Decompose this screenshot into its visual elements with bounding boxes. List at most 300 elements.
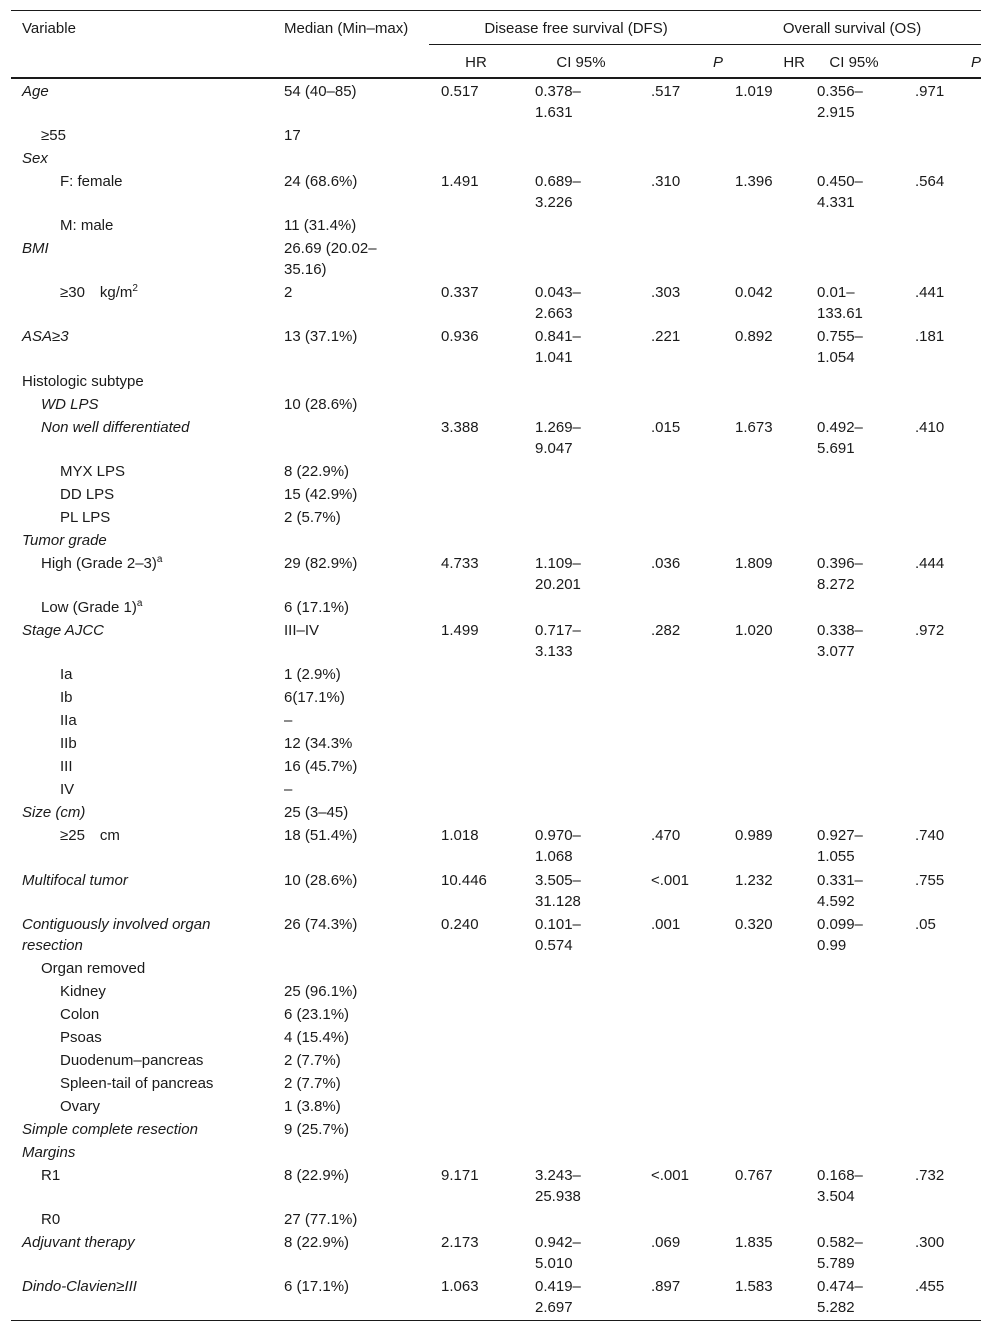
- cell-os-hr-text: 0.767: [735, 1167, 773, 1184]
- table-row-multi: [11, 870, 981, 914]
- cell-label-text: Psoas: [60, 1029, 102, 1046]
- cell-label-text: R1: [41, 1167, 61, 1184]
- cell-dfs-p: [639, 215, 723, 238]
- cell-os-hr: [723, 981, 805, 1004]
- cell-dfs-p: [639, 756, 723, 779]
- cell-os-ci: [805, 371, 903, 394]
- cell-os-p: [903, 710, 981, 733]
- cell-dfs-ci: [523, 507, 639, 530]
- cell-label: [11, 1050, 273, 1073]
- cell-dfs-hr: [429, 733, 523, 756]
- cell-dfs-ci: [523, 1050, 639, 1073]
- cell-os-ci: [805, 326, 903, 371]
- cell-label-text: Adjuvant therapy: [22, 1234, 135, 1251]
- cell-dfs-ci: [523, 870, 639, 914]
- header-row-1: [11, 11, 981, 45]
- cell-os-p-text: .564: [915, 173, 945, 190]
- cell-os-ci-text: 0.927– 1.055: [817, 827, 863, 865]
- cell-label: [11, 125, 273, 148]
- cell-label-text: High (Grade 2–3): [41, 555, 157, 572]
- cell-dfs-ci-text: 0.419– 2.697: [535, 1278, 581, 1316]
- cell-label-text: IIa: [60, 712, 77, 729]
- cell-os-hr: [723, 553, 805, 597]
- cell-os-ci: [805, 620, 903, 664]
- header-dfs-ci: CI 95%: [523, 45, 639, 79]
- cell-dfs-p-text: .015: [651, 419, 681, 436]
- cell-median: [273, 825, 429, 870]
- table-row-iii: [11, 756, 981, 779]
- cell-median: [273, 914, 429, 958]
- cell-dfs-ci: [523, 1209, 639, 1232]
- cell-os-p: [903, 148, 981, 171]
- cell-os-ci: [805, 779, 903, 802]
- cell-dfs-p: [639, 530, 723, 553]
- cell-median-text: 12 (34.3%: [284, 735, 353, 752]
- table-row-contig: [11, 914, 981, 958]
- header-median: Median (Min–max): [273, 11, 429, 45]
- cell-dfs-hr: [429, 215, 523, 238]
- cell-median-text: 11 (31.4%): [284, 217, 357, 234]
- cell-dfs-hr-text: 4.733: [441, 555, 479, 572]
- cell-os-p: [903, 756, 981, 779]
- cell-os-ci: [805, 553, 903, 597]
- cell-os-ci: [805, 484, 903, 507]
- cell-dfs-ci: [523, 148, 639, 171]
- cell-os-hr: [723, 870, 805, 914]
- cell-os-ci: [805, 417, 903, 461]
- table-row-female: [11, 171, 981, 215]
- cell-os-p-text: .05: [915, 916, 936, 933]
- cell-label-text: Margins: [22, 1144, 76, 1161]
- cell-label: [11, 1119, 273, 1142]
- cell-dfs-hr-text: 1.063: [441, 1278, 479, 1295]
- table-row-myx: [11, 461, 981, 484]
- cell-dfs-p: [639, 1165, 723, 1209]
- cell-dfs-p: [639, 1050, 723, 1073]
- cell-dfs-p: [639, 733, 723, 756]
- cell-dfs-hr-text: 10.446: [441, 872, 487, 889]
- cell-os-hr: [723, 81, 805, 125]
- cell-os-p-text: .441: [915, 284, 945, 301]
- cell-os-ci: [805, 238, 903, 282]
- cell-median: [273, 530, 429, 553]
- cell-os-ci: [805, 1232, 903, 1276]
- cell-label: [11, 484, 273, 507]
- cell-os-ci-text: 0.582– 5.789: [817, 1234, 863, 1272]
- cell-dfs-hr: [429, 1073, 523, 1096]
- cell-median-text: III–IV: [284, 622, 320, 639]
- cell-median-text: 25 (96.1%): [284, 983, 358, 1000]
- cell-dfs-p: [639, 148, 723, 171]
- cell-os-p: [903, 238, 981, 282]
- cell-dfs-hr: [429, 81, 523, 125]
- cell-dfs-p-text: .303: [651, 284, 681, 301]
- table-row-r0: [11, 1209, 981, 1232]
- cell-dfs-p: [639, 394, 723, 417]
- cell-median-text: 29 (82.9%): [284, 555, 358, 572]
- cell-dfs-hr: [429, 710, 523, 733]
- cell-os-hr: [723, 1276, 805, 1321]
- cell-os-hr: [723, 215, 805, 238]
- cell-os-p: [903, 394, 981, 417]
- footnote-marker: a: [136, 598, 143, 609]
- cell-os-p-text: .740: [915, 827, 945, 844]
- cell-label-text: Duodenum–pancreas: [60, 1052, 204, 1069]
- cell-label: [11, 371, 273, 394]
- cell-dfs-hr: [429, 553, 523, 597]
- cell-median: [273, 484, 429, 507]
- cell-dfs-ci: [523, 620, 639, 664]
- cell-label: [11, 326, 273, 371]
- cell-label-text: Stage AJCC: [22, 622, 104, 639]
- cell-os-hr: [723, 326, 805, 371]
- cell-dfs-ci: [523, 710, 639, 733]
- cell-median: [273, 1119, 429, 1142]
- cell-os-hr: [723, 756, 805, 779]
- cell-os-p: [903, 825, 981, 870]
- cell-dfs-hr: [429, 1165, 523, 1209]
- cell-os-ci: [805, 125, 903, 148]
- cell-os-hr: [723, 461, 805, 484]
- cell-dfs-hr: [429, 1119, 523, 1142]
- cell-dfs-ci: [523, 461, 639, 484]
- cell-label: [11, 215, 273, 238]
- table-row-psoas: [11, 1027, 981, 1050]
- cell-os-ci: [805, 1209, 903, 1232]
- cell-dfs-hr: [429, 664, 523, 687]
- cell-os-p: [903, 1027, 981, 1050]
- cell-dfs-p: [639, 81, 723, 125]
- cell-dfs-ci: [523, 1027, 639, 1050]
- table-row-low: [11, 597, 981, 620]
- cell-label-text: Multifocal tumor: [22, 872, 128, 889]
- cell-label-text: Sex: [22, 150, 48, 167]
- cell-dfs-p: [639, 282, 723, 326]
- cell-label-text: Spleen-tail of pancreas: [60, 1075, 214, 1092]
- table-row-adj: [11, 1232, 981, 1276]
- cell-label-text: Tumor grade: [22, 532, 107, 549]
- cell-dfs-ci: [523, 597, 639, 620]
- cell-os-hr: [723, 710, 805, 733]
- cell-median-text: 16 (45.7%): [284, 758, 358, 775]
- table-row-age55: [11, 125, 981, 148]
- cell-dfs-p: [639, 553, 723, 597]
- cell-median-text: 25 (3–45): [284, 804, 349, 821]
- table-row-organ: [11, 958, 981, 981]
- cell-os-hr: [723, 530, 805, 553]
- table-row-ia: [11, 664, 981, 687]
- cell-dfs-p-text: .470: [651, 827, 681, 844]
- cell-median-text: 6(17.1%): [284, 689, 345, 706]
- table-row-asa: [11, 326, 981, 371]
- cell-dfs-ci: [523, 687, 639, 710]
- cell-dfs-ci: [523, 326, 639, 371]
- cell-os-hr: [723, 597, 805, 620]
- cell-os-hr: [723, 1119, 805, 1142]
- table-row-nonwd: [11, 417, 981, 461]
- cell-os-p-text: .300: [915, 1234, 945, 1251]
- cell-median: [273, 1027, 429, 1050]
- cell-os-hr: [723, 1027, 805, 1050]
- cell-median: [273, 553, 429, 597]
- cell-label-text: IV: [60, 781, 75, 798]
- cell-median: [273, 1073, 429, 1096]
- cell-os-hr-text: 1.835: [735, 1234, 773, 1251]
- cell-median-text: 4 (15.4%): [284, 1029, 350, 1046]
- cell-dfs-ci: [523, 1165, 639, 1209]
- cell-median-text: 6 (23.1%): [284, 1006, 350, 1023]
- cell-median: [273, 664, 429, 687]
- cell-os-hr-text: 0.989: [735, 827, 773, 844]
- cell-dfs-hr: [429, 802, 523, 825]
- cell-label-text: Ia: [60, 666, 73, 683]
- cell-median-text: 9 (25.7%): [284, 1121, 350, 1138]
- cell-os-p: [903, 417, 981, 461]
- cell-dfs-ci-text: 0.841– 1.041: [535, 328, 581, 366]
- cell-dfs-p-text: <.001: [651, 872, 689, 889]
- cell-dfs-ci: [523, 958, 639, 981]
- cell-dfs-p: [639, 958, 723, 981]
- cell-median: [273, 148, 429, 171]
- cell-os-ci-text: 0.474– 5.282: [817, 1278, 863, 1316]
- cell-label-text: F: female: [60, 173, 123, 190]
- table-row-iv: [11, 779, 981, 802]
- cell-label: [11, 825, 273, 870]
- cell-median-text: –: [284, 781, 293, 798]
- cell-dfs-ci: [523, 1119, 639, 1142]
- cell-os-p: [903, 1096, 981, 1119]
- cell-dfs-ci-text: 0.942– 5.010: [535, 1234, 581, 1272]
- cell-dfs-hr: [429, 326, 523, 371]
- cell-os-ci: [805, 461, 903, 484]
- cell-label: [11, 779, 273, 802]
- cell-os-p: [903, 81, 981, 125]
- cell-os-p: [903, 687, 981, 710]
- cell-os-ci: [805, 1027, 903, 1050]
- cell-os-ci: [805, 1004, 903, 1027]
- cell-label-text: ASA≥3: [22, 328, 69, 345]
- cell-dfs-hr: [429, 870, 523, 914]
- cell-median: [273, 710, 429, 733]
- cell-dfs-p-text: .001: [651, 916, 681, 933]
- cell-os-p: [903, 733, 981, 756]
- cell-os-ci: [805, 148, 903, 171]
- cell-dfs-ci: [523, 1276, 639, 1321]
- table-row-age: [11, 81, 981, 125]
- cell-dfs-p: [639, 417, 723, 461]
- header-row-2: [11, 45, 981, 79]
- cell-median-text: 24 (68.6%): [284, 173, 358, 190]
- cell-os-p: [903, 1209, 981, 1232]
- cell-dfs-p-text: .036: [651, 555, 681, 572]
- cell-label: [11, 710, 273, 733]
- cell-label-text: M: male: [60, 217, 114, 234]
- survival-table: [11, 10, 981, 1321]
- cell-os-p: [903, 215, 981, 238]
- cell-median: [273, 597, 429, 620]
- cell-os-ci: [805, 958, 903, 981]
- cell-os-p-text: .972: [915, 622, 945, 639]
- table-row-high: [11, 553, 981, 597]
- header-dfs-hr: HR: [429, 45, 523, 79]
- cell-label: [11, 1232, 273, 1276]
- cell-dfs-ci-text: 0.101– 0.574: [535, 916, 581, 954]
- table-row-iib: [11, 733, 981, 756]
- cell-median: [273, 238, 429, 282]
- cell-median-text: 26 (74.3%): [284, 916, 358, 933]
- cell-dfs-p-text: .897: [651, 1278, 681, 1295]
- cell-os-ci-text: 0.331– 4.592: [817, 872, 863, 910]
- cell-dfs-hr: [429, 914, 523, 958]
- cell-median-text: 8 (22.9%): [284, 463, 350, 480]
- cell-os-hr: [723, 371, 805, 394]
- cell-median: [273, 171, 429, 215]
- cell-os-hr: [723, 1209, 805, 1232]
- cell-dfs-ci: [523, 484, 639, 507]
- cell-label-text: IIb: [60, 735, 77, 752]
- cell-label: [11, 733, 273, 756]
- cell-label: [11, 1073, 273, 1096]
- cell-os-ci-text: 0.168– 3.504: [817, 1167, 863, 1205]
- cell-os-hr: [723, 1050, 805, 1073]
- table-row-size: [11, 802, 981, 825]
- cell-os-p: [903, 981, 981, 1004]
- cell-dfs-hr: [429, 1142, 523, 1165]
- cell-os-ci: [805, 1165, 903, 1209]
- cell-os-hr: [723, 733, 805, 756]
- cell-median-text: 10 (28.6%): [284, 872, 358, 889]
- cell-dfs-hr: [429, 779, 523, 802]
- cell-os-hr: [723, 1232, 805, 1276]
- cell-os-p: [903, 1004, 981, 1027]
- cell-median-text: 2: [284, 284, 293, 301]
- table-row-dd: [11, 484, 981, 507]
- cell-dfs-hr: [429, 1209, 523, 1232]
- cell-dfs-hr-text: 0.240: [441, 916, 479, 933]
- cell-dfs-hr-text: 9.171: [441, 1167, 479, 1184]
- cell-dfs-p: [639, 870, 723, 914]
- cell-dfs-p: [639, 914, 723, 958]
- cell-os-hr: [723, 171, 805, 215]
- cell-dfs-p: [639, 1119, 723, 1142]
- cell-label: [11, 1096, 273, 1119]
- cell-median: [273, 507, 429, 530]
- table-row-spleen: [11, 1073, 981, 1096]
- cell-dfs-ci: [523, 1142, 639, 1165]
- cell-os-p: [903, 1232, 981, 1276]
- cell-label: [11, 1004, 273, 1027]
- cell-median: [273, 779, 429, 802]
- cell-os-p: [903, 171, 981, 215]
- cell-dfs-ci: [523, 779, 639, 802]
- cell-os-hr: [723, 1004, 805, 1027]
- cell-os-hr-text: 1.019: [735, 83, 773, 100]
- cell-dfs-p: [639, 1096, 723, 1119]
- cell-label: [11, 530, 273, 553]
- cell-dfs-hr: [429, 461, 523, 484]
- header-os-ci: CI 95%: [805, 45, 903, 79]
- cell-os-p: [903, 870, 981, 914]
- cell-dfs-hr-text: 1.491: [441, 173, 479, 190]
- cell-dfs-ci: [523, 802, 639, 825]
- cell-label-text: ≥55: [41, 127, 66, 144]
- cell-label-text: III: [60, 758, 73, 775]
- cell-os-ci: [805, 687, 903, 710]
- cell-os-p: [903, 530, 981, 553]
- cell-dfs-p: [639, 484, 723, 507]
- cell-dfs-p: [639, 371, 723, 394]
- cell-dfs-ci-text: 1.109– 20.201: [535, 555, 581, 593]
- cell-dfs-p: [639, 326, 723, 371]
- cell-median-text: 1 (3.8%): [284, 1098, 341, 1115]
- cell-dfs-p: [639, 1073, 723, 1096]
- cell-dfs-ci-text: 0.378– 1.631: [535, 83, 581, 121]
- cell-os-hr: [723, 1142, 805, 1165]
- cell-os-ci: [805, 870, 903, 914]
- cell-dfs-hr: [429, 371, 523, 394]
- cell-label-text: Organ removed: [41, 960, 146, 977]
- cell-dfs-hr-text: 0.517: [441, 83, 479, 100]
- cell-dfs-ci-text: 0.689– 3.226: [535, 173, 581, 211]
- cell-os-ci: [805, 664, 903, 687]
- cell-os-p: [903, 282, 981, 326]
- cell-median: [273, 1232, 429, 1276]
- cell-dfs-hr: [429, 958, 523, 981]
- cell-dfs-ci: [523, 914, 639, 958]
- header-os-p: P: [903, 45, 981, 79]
- cell-os-hr: [723, 825, 805, 870]
- cell-dfs-hr-text: 1.499: [441, 622, 479, 639]
- cell-median-text: 8 (22.9%): [284, 1167, 350, 1184]
- cell-median: [273, 461, 429, 484]
- cell-label: [11, 148, 273, 171]
- cell-dfs-ci: [523, 553, 639, 597]
- cell-dfs-ci: [523, 417, 639, 461]
- cell-os-hr: [723, 125, 805, 148]
- cell-dfs-p: [639, 171, 723, 215]
- cell-os-p: [903, 1073, 981, 1096]
- cell-label: [11, 687, 273, 710]
- cell-dfs-hr: [429, 756, 523, 779]
- cell-label: [11, 802, 273, 825]
- cell-dfs-p: [639, 507, 723, 530]
- cell-median: [273, 125, 429, 148]
- cell-dfs-hr: [429, 1276, 523, 1321]
- cell-dfs-hr: [429, 1050, 523, 1073]
- cell-median: [273, 958, 429, 981]
- cell-os-p-text: .755: [915, 872, 945, 889]
- cell-median: [273, 282, 429, 326]
- cell-os-hr: [723, 620, 805, 664]
- table-row-kidney: [11, 981, 981, 1004]
- cell-dfs-ci: [523, 1232, 639, 1276]
- cell-dfs-hr: [429, 1004, 523, 1027]
- cell-label-text: Ib: [60, 689, 73, 706]
- cell-dfs-hr: [429, 687, 523, 710]
- cell-dfs-p-text: .221: [651, 328, 681, 345]
- cell-dfs-p: [639, 779, 723, 802]
- cell-os-ci-text: 0.338– 3.077: [817, 622, 863, 660]
- table-row-r1: [11, 1165, 981, 1209]
- cell-median: [273, 417, 429, 461]
- cell-median: [273, 1209, 429, 1232]
- cell-dfs-hr: [429, 171, 523, 215]
- table-row-colon: [11, 1004, 981, 1027]
- cell-label-text: Colon: [60, 1006, 100, 1023]
- table-row-bmi30: [11, 282, 981, 326]
- cell-os-p: [903, 1119, 981, 1142]
- cell-os-ci-text: 0.450– 4.331: [817, 173, 863, 211]
